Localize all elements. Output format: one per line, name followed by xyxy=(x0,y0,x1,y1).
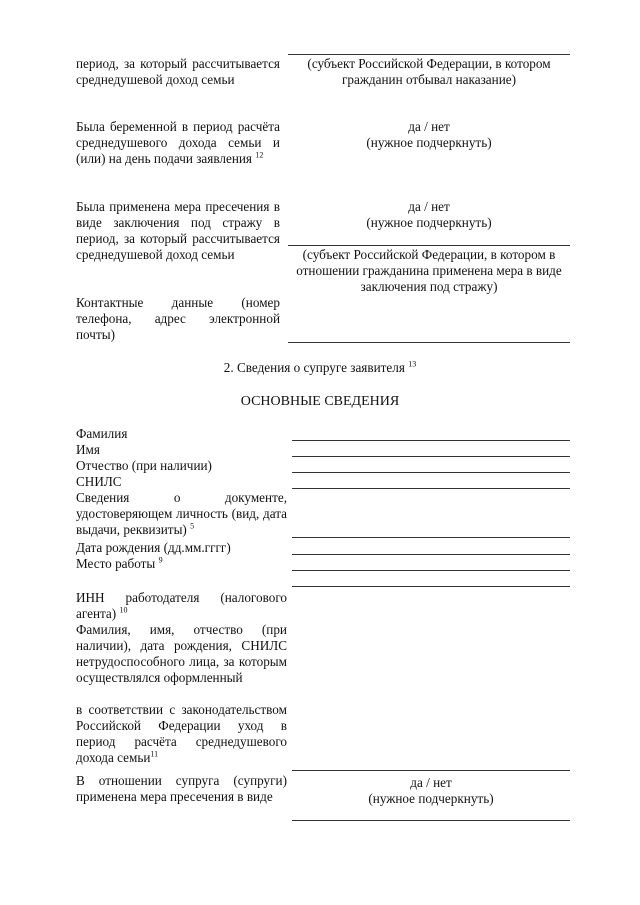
care-label: Фамилия, имя, отчество (при наличии), дата рождения, СНИЛС нетрудоспособного лица, за которым осуществлялся оформленный xyxy=(76,622,287,685)
pregnant-label: Была беременной в период расчёта среднедушевого дохода семьи и (или) на день подачи заявления $^{12}$ xyxy=(76,119,280,166)
footnote-9: 9 xyxy=(158,555,163,565)
footnote-11: 11 xyxy=(150,749,159,759)
detention-caption: (субъект Российской Федерации, в котором в отношении гражданина применена мера в виде заключения под стражу) xyxy=(296,247,562,294)
footnote-5: 5 xyxy=(190,521,195,531)
section2-subtitle: ОСНОВНЫЕ СВЕДЕНИЯ xyxy=(240,394,400,409)
workplace-field-line1[interactable] xyxy=(292,570,570,571)
snils-field[interactable] xyxy=(292,488,570,489)
detention-hint: (нужное подчеркнуть) xyxy=(366,215,492,230)
workplace-field-line2[interactable] xyxy=(292,586,570,587)
contacts-line[interactable] xyxy=(288,342,570,343)
workplace-label: Место работы $^9$ xyxy=(76,555,163,571)
income-period-line xyxy=(288,54,570,55)
detention-region-line[interactable] xyxy=(288,245,570,246)
care-field[interactable] xyxy=(292,770,570,771)
surname-field[interactable] xyxy=(292,440,570,441)
name-field[interactable] xyxy=(292,456,570,457)
employer-inn-label: ИНН работодателя (налогового агента) $^{10}$ xyxy=(76,590,287,621)
patronymic-field[interactable] xyxy=(292,472,570,473)
footnote-10: 10 xyxy=(119,605,128,615)
spouse-detention-value[interactable]: да / нет xyxy=(410,775,452,790)
care-label-continued: в соответствии с законодательством Российской Федерации уход в период расчёта среднедушевого дохода семьи$^{11}$ xyxy=(76,702,287,765)
detention-label: Была применена мера пресечения в виде заключения под стражу в период, за который рассчитывается среднедушевой доход семьи xyxy=(76,199,280,262)
spouse-detention-hint: (нужное подчеркнуть) xyxy=(368,791,494,806)
patronymic-label: Отчество (при наличии) xyxy=(76,458,212,473)
identity-doc-label: Сведения о документе, удостоверяющем личность (вид, дата выдачи, реквизиты) $^5$ xyxy=(76,490,287,537)
name-label: Имя xyxy=(76,442,100,457)
detention-value[interactable]: да / нет xyxy=(408,199,450,214)
income-period-label: период, за который рассчитывается среднедушевой доход семьи xyxy=(76,56,280,87)
section2-title: 2. Сведения о супруге заявителя $^{13}$ xyxy=(223,359,417,375)
snils-label: СНИЛС xyxy=(76,474,122,489)
birth-date-label: Дата рождения (дд.мм.гггг) xyxy=(76,540,231,555)
identity-doc-field[interactable] xyxy=(292,537,570,538)
surname-label: Фамилия xyxy=(76,426,128,441)
birth-date-field[interactable] xyxy=(292,554,570,555)
footnote-13: 13 xyxy=(408,359,417,369)
footnote-12: 12 xyxy=(255,150,264,160)
income-period-caption: (субъект Российской Федерации, в котором гражданин отбывал наказание) xyxy=(307,56,551,87)
pregnant-value[interactable]: да / нет xyxy=(408,119,450,134)
spouse-detention-line[interactable] xyxy=(292,820,570,821)
pregnant-hint: (нужное подчеркнуть) xyxy=(366,135,492,150)
contacts-label: Контактные данные (номер телефона, адрес электронной почты) xyxy=(76,295,280,342)
spouse-detention-label: В отношении супруга (супруги) применена мера пресечения в виде xyxy=(76,773,287,804)
